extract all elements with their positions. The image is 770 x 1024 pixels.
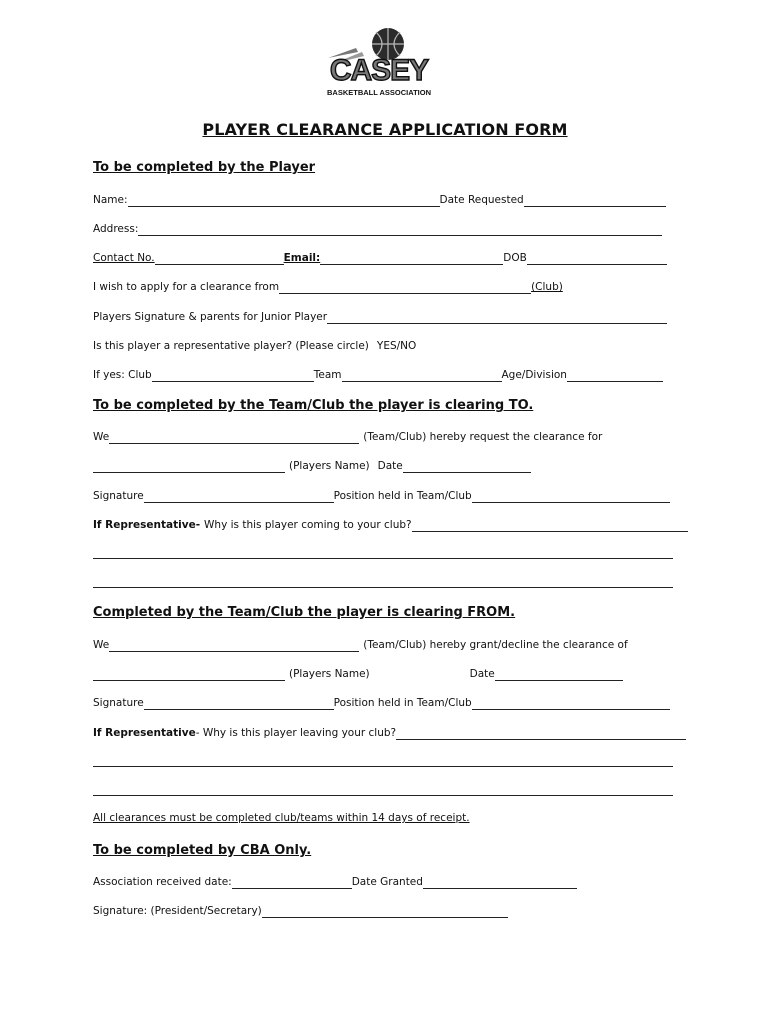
from-team-club-field[interactable] (109, 638, 359, 652)
to-date-label: Date (377, 460, 403, 472)
clearance-from-club-field[interactable] (279, 280, 531, 294)
to-request-text: (Team/Club) hereby request the clearance for (363, 431, 603, 443)
cba-dates-row (93, 873, 577, 889)
page-title: PLAYER CLEARANCE APPLICATION FORM (202, 120, 568, 139)
player-signature-row (93, 308, 667, 324)
logo-wordmark: CASEY (329, 54, 429, 87)
to-rep-reason-line-3[interactable] (93, 575, 673, 588)
cba-signature-field[interactable] (262, 904, 508, 918)
to-players-name-label: (Players Name) (289, 460, 370, 472)
rep-team-field[interactable] (342, 368, 502, 382)
section-to-heading: To be completed by the Team/Club the player is clearing TO. (93, 398, 534, 413)
casey-basketball-logo (322, 22, 436, 102)
from-position-label: Position held in Team/Club (333, 697, 472, 709)
section-cba-heading: To be completed by CBA Only. (93, 843, 312, 858)
from-date-label: Date (469, 668, 495, 680)
from-rep-reason-field[interactable] (396, 726, 686, 740)
from-signature-label: Signature (93, 697, 144, 709)
dob-label: DOB (503, 252, 527, 264)
to-signature-row (93, 487, 670, 503)
address-label: Address: (93, 223, 139, 235)
to-signature-field[interactable] (144, 489, 334, 503)
from-rep-reason-line-2[interactable] (93, 754, 673, 767)
representative-question: Is this player a representative player? (Please circle) (93, 340, 369, 352)
from-position-field[interactable] (472, 696, 670, 710)
name-field[interactable] (128, 193, 440, 207)
to-signature-label: Signature (93, 490, 144, 502)
email-field[interactable] (320, 251, 503, 265)
email-label: Email: (283, 252, 321, 264)
clearance-from-label: I wish to apply for a clearance from (93, 281, 280, 293)
from-rep-question: - Why is this player leaving your club? (195, 727, 397, 739)
player-signature-field[interactable] (327, 310, 667, 324)
from-signature-field[interactable] (144, 696, 334, 710)
rep-club-field[interactable] (152, 368, 314, 382)
to-we-row (93, 428, 602, 444)
from-we-row (93, 636, 628, 652)
to-date-field[interactable] (403, 459, 531, 473)
yes-no-option[interactable]: YES/NO (376, 340, 417, 352)
contact-field[interactable] (155, 251, 284, 265)
representative-question-row (93, 337, 416, 353)
if-yes-row (93, 366, 663, 382)
from-rep-label: If Representative (93, 727, 196, 739)
contact-label: Contact No. (93, 252, 155, 264)
cba-signature-row (93, 902, 508, 918)
club-suffix: (Club) (531, 281, 563, 293)
from-rep-reason-line-3[interactable] (93, 783, 673, 796)
name-label: Name: (93, 194, 128, 206)
to-team-club-field[interactable] (109, 430, 359, 444)
player-signature-label: Players Signature & parents for Junior Player (93, 311, 328, 323)
clearance-from-row (93, 278, 563, 294)
to-we-label: We (93, 431, 110, 443)
from-we-label: We (93, 639, 110, 651)
date-requested-label: Date Requested (439, 194, 524, 206)
to-rep-label: If Representative- (93, 519, 201, 531)
clearance-deadline-note: All clearances must be completed club/teams within 14 days of receipt. (93, 812, 470, 824)
from-grant-text: (Team/Club) hereby grant/decline the clearance of (363, 639, 628, 651)
name-row (93, 191, 666, 207)
to-rep-reason-field[interactable] (412, 518, 688, 532)
logo-tagline: BASKETBALL ASSOCIATION (326, 88, 432, 97)
to-players-name-field[interactable] (93, 459, 285, 473)
dob-field[interactable] (527, 251, 667, 265)
logo-graphic (322, 22, 436, 102)
cba-received-label: Association received date: (93, 876, 232, 888)
if-yes-club-label: If yes: Club (93, 369, 152, 381)
age-division-label: Age/Division (501, 369, 567, 381)
age-division-field[interactable] (567, 368, 663, 382)
section-from-heading: Completed by the Team/Club the player is clearing FROM. (93, 605, 516, 620)
from-rep-row (93, 724, 686, 740)
from-signature-row (93, 694, 670, 710)
from-players-name-row (93, 665, 623, 681)
to-players-name-row (93, 457, 531, 473)
from-players-name-label: (Players Name) (289, 668, 370, 680)
to-position-label: Position held in Team/Club (333, 490, 472, 502)
date-requested-field[interactable] (524, 193, 666, 207)
to-position-field[interactable] (472, 489, 670, 503)
to-rep-row (93, 516, 688, 532)
from-date-field[interactable] (495, 667, 623, 681)
contact-row (93, 249, 667, 265)
cba-granted-label: Date Granted (351, 876, 423, 888)
address-field[interactable] (138, 222, 662, 236)
from-players-name-field[interactable] (93, 667, 285, 681)
team-label: Team (313, 369, 342, 381)
cba-granted-date-field[interactable] (423, 875, 577, 889)
cba-received-date-field[interactable] (232, 875, 352, 889)
to-rep-question: Why is this player coming to your club? (204, 519, 412, 531)
address-row (93, 220, 662, 236)
to-rep-reason-line-2[interactable] (93, 546, 673, 559)
section-player-heading: To be completed by the Player (93, 160, 316, 175)
cba-signature-label: Signature: (President/Secretary) (93, 905, 262, 917)
